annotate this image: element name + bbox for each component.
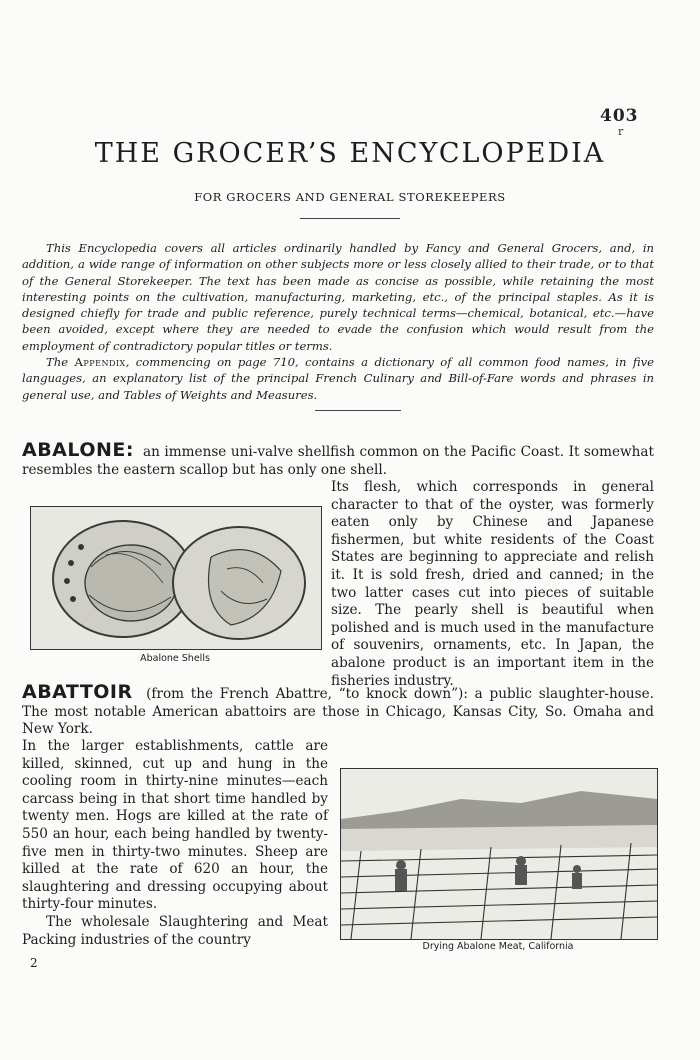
entry-abalone-column: Its flesh, which corresponds in general character to that of the oyster, was formerly eaten only by Chinese and Japanese fishermen, but white residents of the Coast States are beginning to appreciate and relish it. It is sold fresh, dried and canned; in the two latter cases cut into pieces of suitable size. The pearly shell is beautiful when polished and is much used in the manufacture of souvenirs, ornaments, etc. In Japan, the abalone product is an important item in the fisheries industry.	[331, 479, 654, 689]
entry-abattoir-column	[22, 738, 328, 949]
intro-paragraph-2	[22, 354, 654, 403]
abattoir-paragraph-2: The wholesale Slaughtering and Meat Packing industries of the country	[22, 913, 328, 948]
intro-paragraph-1: This Encyclopedia covers all articles ordinarily handled by Fancy and General Grocers, and, in addition, a wide range of information on other subjects more or less closely allied to their trade, or to that of the General Storekeeper. The text has been made as concise as possible, while retaining the most interesting points on the cultivation, manufacturing, marketing, etc., of the principal staples. As it is designed chiefly for trade and public reference, purely technical terms—chemical, botanical, etc.—have been avoided, except where they are needed to evade the confusion which would result from the employment of contradictory popular titles or terms.	[22, 241, 654, 353]
drying-abalone-illustration	[341, 769, 657, 939]
figure-drying-abalone	[340, 768, 658, 940]
entry-abattoir-lead	[22, 681, 654, 739]
title-divider	[300, 218, 400, 219]
entry-heading-abattoir: ABATTOIR	[22, 681, 133, 703]
stamp-note: r	[618, 125, 624, 138]
abattoir-lead-text: (from the French Abattre, “to knock down”): a public slaughter-house. The most notable American abattoirs are those in Chicago, Kansas City, So. Omaha and New York.	[22, 686, 654, 738]
figure-caption-drying-abalone: Drying Abalone Meat, California	[422, 941, 574, 952]
abalone-lead-text: an immense uni-valve shellfish common on the Pacific Coast. It somewhat resembles the eastern scallop but has only one shell.	[22, 444, 654, 478]
intro-p2-pre: The	[46, 355, 69, 370]
page-stamp: 403	[600, 106, 639, 126]
intro-p2-post: , commencing on page 710, contains a dictionary of all common food names, in five languages, an explanatory list of the principal French Culinary and Bill-of-Fare words and phrases in general use, and Tables of Weights and Measures.	[22, 355, 654, 402]
figure-caption-abalone-shells: Abalone Shells	[140, 653, 210, 664]
appendix-label: Appendix	[74, 355, 126, 370]
abalone-shells-illustration	[31, 507, 321, 649]
page-number: 2	[30, 956, 38, 970]
figure-abalone-shells	[30, 506, 322, 650]
intro-text	[22, 240, 654, 403]
entry-abalone-lead	[22, 439, 654, 479]
intro-divider	[315, 410, 401, 411]
page-title: THE GROCER’S ENCYCLOPEDIA	[94, 138, 606, 169]
page-subtitle: FOR GROCERS AND GENERAL STOREKEEPERS	[194, 190, 506, 204]
entry-heading-abalone: ABALONE:	[22, 439, 134, 461]
abattoir-paragraph-1: In the larger establishments, cattle are killed, skinned, cut up and hung in the cooling room in thirty-nine minutes—each carcass being in that short time handled by twenty men. Hogs are killed at the rate of 550 an hour, each being handled by twenty-five men in thirty-two minutes. Sheep are killed at the rate of 620 an hour, the slaughtering and dressing occupying about thirty-four minutes.	[22, 738, 328, 913]
